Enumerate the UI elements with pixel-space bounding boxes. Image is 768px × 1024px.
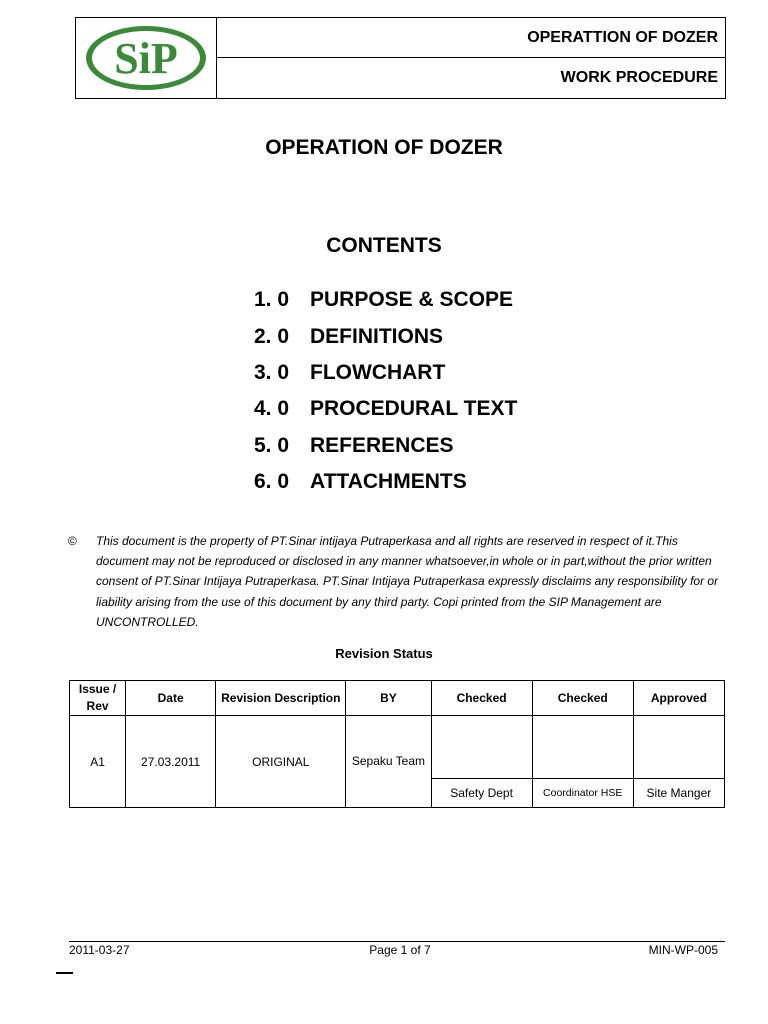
toc-number: 1. 0 [254, 288, 290, 312]
toc-number: 5. 0 [254, 433, 290, 457]
col-approved: Approved [633, 681, 724, 716]
toc-number: 6. 0 [254, 470, 290, 494]
copyright-text: This document is the property of PT.Sinar intijaya Putraperkasa and all rights are reserved in respect of it.This document may not be reproduced or disclosed in any manner whatsoever,in whole or in part,without the prior written consent of PT.Sinar Intijaya Putraperkasa. PT.Sinar Intijaya Putraperkasa expressly disclaims any responsibility for or liability arising from the use of this document by any third party. Copi printed from the SIP Management are UNCONTROLLED. [96, 534, 719, 629]
col-issue-rev: Issue / Rev [70, 681, 126, 716]
toc-item [254, 464, 654, 500]
cell-issue: A1 [70, 716, 126, 808]
col-by: BY [346, 681, 431, 716]
toc-item [254, 391, 654, 427]
toc-label: FLOWCHART [310, 360, 446, 384]
cell-checked-2: Coordinator HSE [532, 779, 633, 808]
toc-number: 2. 0 [254, 324, 290, 348]
header-title: OPERATTION OF DOZER [217, 18, 725, 58]
cell-description: ORIGINAL [216, 716, 346, 808]
toc-number: 4. 0 [254, 397, 290, 421]
contents-heading: CONTENTS [326, 234, 442, 257]
toc-label: REFERENCES [310, 433, 454, 457]
cell-approved: Site Manger [633, 779, 724, 808]
footer-page-number: Page 1 of 7 [369, 943, 431, 957]
table-header-row [70, 681, 725, 716]
cell-checked-signature [431, 716, 532, 779]
table-of-contents [254, 282, 654, 500]
table-row [70, 716, 725, 779]
toc-label: PROCEDURAL TEXT [310, 397, 518, 421]
cell-checked-1: Safety Dept [431, 779, 532, 808]
cell-approved-signature [633, 716, 724, 779]
revision-status-title: Revision Status [335, 646, 433, 661]
col-checked: Checked [431, 681, 532, 716]
footer-divider [69, 941, 725, 942]
cell-checked-2-signature [532, 716, 633, 779]
cell-date: 27.03.2011 [126, 716, 216, 808]
logo-cell [76, 18, 217, 98]
col-checked-2: Checked [532, 681, 633, 716]
text-cursor-mark [56, 972, 73, 974]
toc-item [254, 428, 654, 464]
revision-table [69, 680, 725, 808]
col-date: Date [126, 681, 216, 716]
toc-item [254, 318, 654, 354]
col-revision-description: Revision Description [216, 681, 346, 716]
logo-text: SiP [114, 34, 178, 83]
footer-date: 2011-03-27 [69, 943, 130, 957]
toc-label: PURPOSE & SCOPE [310, 288, 514, 312]
toc-item [254, 355, 654, 391]
header-subtitle: WORK PROCEDURE [560, 69, 718, 86]
toc-label: DEFINITIONS [310, 324, 444, 348]
toc-number: 3. 0 [254, 360, 290, 384]
cell-by: Sepaku Team [346, 716, 431, 808]
document-title: OPERATION OF DOZER [265, 136, 503, 159]
toc-item [254, 282, 654, 318]
copyright-icon: © [68, 534, 77, 548]
toc-label: ATTACHMENTS [310, 470, 467, 494]
footer-doc-code: MIN-WP-005 [648, 943, 718, 957]
sip-logo [84, 24, 208, 92]
document-header [75, 17, 726, 99]
